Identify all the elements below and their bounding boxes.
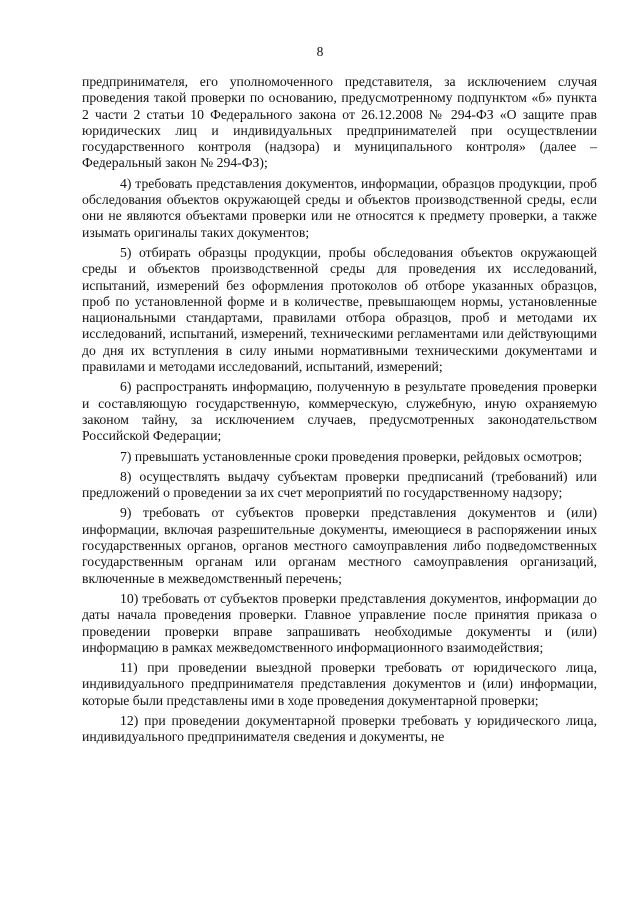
paragraph-continuation: предпринимателя, его уполномоченного представителя, за исключением случая проведения такой проверки по основанию, предусмотренному подпунктом «б» пункта 2 части 2 статьи 10 Федерального закона от 26.12.2008 № 294-ФЗ «О защите прав юридических лиц и индивидуальных предпринимателей при осуществлении государственного контроля (надзора) и муниципального контроля» (далее – Федеральный закон № 294-ФЗ); [82, 74, 597, 171]
paragraph-item-10: 10) требовать от субъектов проверки представления документов, информации до даты начала проведения проверки. Главное управление после принятия приказа о проведении проверки вправе запрашивать необходимые документы и (или) информацию в рамках межведомственного информационного взаимодействия; [82, 590, 597, 655]
document-body [82, 74, 597, 750]
paragraph-item-6: 6) распространять информацию, полученную в результате проведения проверки и составляющую государственную, коммерческую, служебную, иную охраняемую законом тайну, за исключением случаев, предусмотренных законодательством Российской Федерации; [82, 379, 597, 444]
paragraph-item-7: 7) превышать установленные сроки проведения проверки, рейдовых осмотров; [120, 448, 583, 464]
paragraph-item-12: 12) при проведении документарной проверки требовать у юридического лица, индивидуального предпринимателя сведения и документы, не [82, 712, 597, 745]
paragraph-item-5: 5) отбирать образцы продукции, пробы обследования объектов окружающей среды и объектов производственной среды для проведения их исследований, испытаний, измерений без оформления протоколов об отборе указанных образцов, проб по установленной форме и в количестве, превышающем нормы, установленные национальными стандартами, правилами отбора образцов, проб и методами их исследований, испытаний, измерений, техническими регламентами или действующими до дня их вступления в силу иными нормативными техническими документами и правилами и методами исследований, испытаний, измерений; [82, 244, 597, 375]
paragraph-item-4: 4) требовать представления документов, информации, образцов продукции, проб обследования объектов окружающей среды и объектов производственной среды, если они не являются объектами проверки или не относятся к предмету проверки, а также изымать оригиналы таких документов; [82, 175, 597, 240]
paragraph-item-11: 11) при проведении выездной проверки требовать от юридического лица, индивидуального предпринимателя представления документов и (или) информации, которые были представлены ими в ходе проведения документарной проверки; [82, 660, 597, 708]
page-number: 8 [316, 44, 324, 59]
paragraph-item-9: 9) требовать от субъектов проверки представления документов и (или) информации, включая разрешительные документы, имеющиеся в распоряжении иных государственных органов, органов местного самоуправления либо подведомственных государственным органам или органам местного самоуправления организаций, включенные в межведомственный перечень; [82, 505, 597, 586]
paragraph-item-8: 8) осуществлять выдачу субъектам проверки предписаний (требований) или предложений о проведении за их счет мероприятий по государственному надзору; [82, 468, 597, 501]
